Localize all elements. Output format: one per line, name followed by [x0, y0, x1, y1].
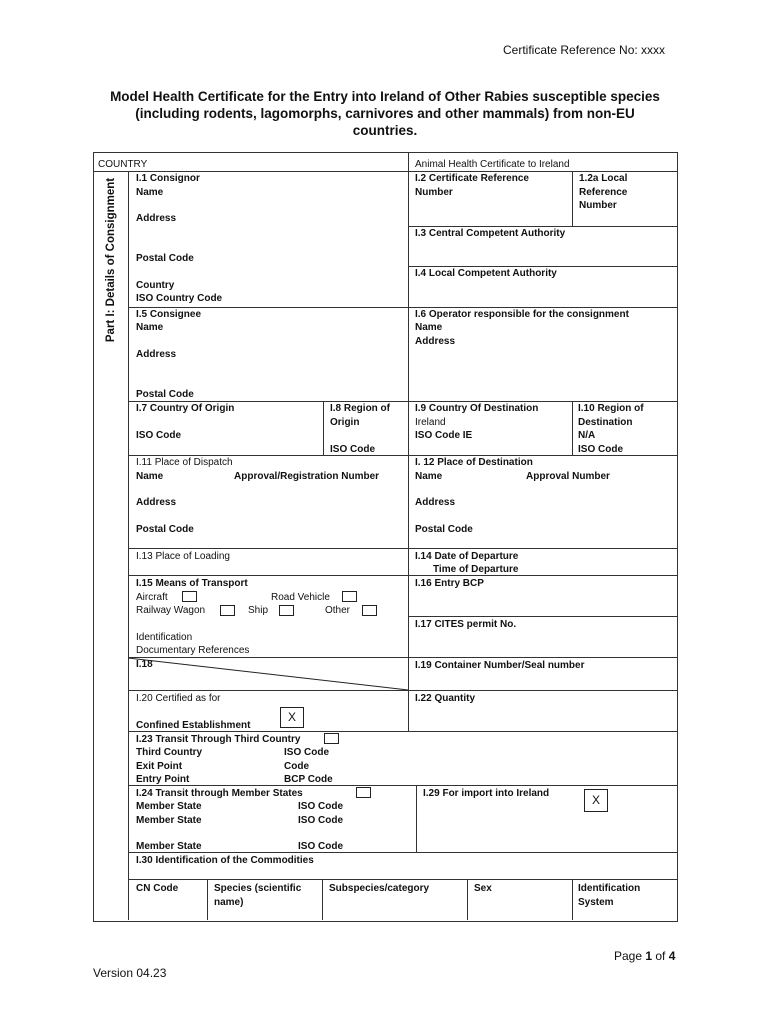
- divider: [207, 879, 208, 920]
- divider: [572, 879, 573, 920]
- i15-road-checkbox[interactable]: [342, 591, 357, 602]
- i5-name-field[interactable]: Name: [136, 322, 164, 333]
- i10-destination-line: Destination: [578, 417, 633, 428]
- i7-origin-label: I.7 Country Of Origin: [136, 403, 235, 414]
- i24-transit-checkbox[interactable]: [356, 787, 371, 798]
- i15-road-label: Road Vehicle: [271, 592, 330, 603]
- i15-docs-field[interactable]: Documentary References: [136, 645, 250, 656]
- divider: [572, 401, 573, 455]
- i8-region-label: I.8 Region of: [330, 403, 390, 414]
- i1-postal-field[interactable]: Postal Code: [136, 253, 194, 264]
- i15-ship-checkbox[interactable]: [279, 605, 294, 616]
- i3-label: I.3 Central Competent Authority: [415, 228, 566, 239]
- i24-member-state-1[interactable]: Member State: [136, 801, 202, 812]
- page-of: of: [652, 949, 669, 963]
- i15-aircraft-checkbox[interactable]: [182, 591, 197, 602]
- i23-iso-field[interactable]: ISO Code: [284, 747, 330, 758]
- i2a-line2: Reference: [579, 187, 628, 198]
- page-current: 1: [645, 949, 653, 963]
- title-line-1: Model Health Certificate for the Entry into Ireland of Other Rabies susceptible species: [110, 89, 660, 104]
- version-label: Version 04.23: [93, 966, 167, 980]
- i24-iso-2[interactable]: ISO Code: [298, 815, 344, 826]
- i29-import-label: I.29 For import into Ireland: [423, 788, 550, 799]
- i20-confined-label: Confined Establishment: [136, 720, 251, 731]
- i15-other-label: Other: [325, 605, 351, 616]
- i1-consignor-label: I.1 Consignor: [136, 173, 200, 184]
- col-cn-code: CN Code: [136, 883, 179, 894]
- i14-departure-label: I.14 Date of Departure: [415, 551, 519, 562]
- i11-dispatch-label: I.11 Place of Dispatch: [136, 457, 233, 468]
- divider: [416, 785, 417, 852]
- col-sex: Sex: [474, 883, 492, 894]
- i10-region-value: N/A: [578, 430, 596, 441]
- i2a-number-field[interactable]: Number: [579, 200, 617, 211]
- i9-country-value: Ireland: [415, 417, 446, 428]
- i2-number-field[interactable]: Number: [415, 187, 453, 198]
- i19-container-label: I.19 Container Number/Seal number: [415, 660, 585, 671]
- page-prefix: Page: [614, 949, 646, 963]
- divider: [128, 852, 677, 853]
- i15-rail-checkbox[interactable]: [220, 605, 235, 616]
- i1-iso-field[interactable]: ISO Country Code: [136, 293, 223, 304]
- page-number: [614, 949, 675, 963]
- i11-postal-field[interactable]: Postal Code: [136, 524, 194, 535]
- col-identification-line1: Identification: [578, 883, 641, 894]
- i12-name-field[interactable]: Name: [415, 471, 443, 482]
- i15-other-checkbox[interactable]: [362, 605, 377, 616]
- i5-consignee-label: I.5 Consignee: [136, 309, 202, 320]
- i1-name-field[interactable]: Name: [136, 187, 164, 198]
- i11-name-field[interactable]: Name: [136, 471, 164, 482]
- i23-bcp-field[interactable]: BCP Code: [284, 774, 333, 785]
- divider: [408, 152, 409, 731]
- i30-commodities-label: I.30 Identification of the Commodities: [136, 855, 314, 866]
- title-line-2: (including rodents, lagomorphs, carnivores and other mammals) from non-EU: [135, 106, 635, 121]
- i6-operator-label: I.6 Operator responsible for the consignment: [415, 309, 629, 320]
- i1-address-field[interactable]: Address: [136, 213, 177, 224]
- i11-address-field[interactable]: Address: [136, 497, 177, 508]
- country-label: COUNTRY: [98, 159, 148, 170]
- i10-iso-field[interactable]: ISO Code: [578, 444, 624, 455]
- i23-third-country-field[interactable]: Third Country: [136, 747, 203, 758]
- divider: [128, 575, 677, 576]
- certificate-type: Animal Health Certificate to Ireland: [415, 159, 570, 170]
- i14-time-field[interactable]: Time of Departure: [433, 564, 519, 575]
- page-title: [80, 88, 690, 139]
- i15-rail-label: Railway Wagon: [136, 605, 206, 616]
- i12-approval-field[interactable]: Approval Number: [526, 471, 610, 482]
- i18-strike-line: [128, 657, 409, 691]
- i9-destination-label: I.9 Country Of Destination: [415, 403, 539, 414]
- i1-country-field[interactable]: Country: [136, 280, 175, 291]
- col-species-line1: Species (scientific: [214, 883, 302, 894]
- i9-iso-value: ISO Code IE: [415, 430, 473, 441]
- page-total: 4: [668, 949, 676, 963]
- i23-exit-field[interactable]: Exit Point: [136, 761, 183, 772]
- i2a-label: 1.2a Local: [579, 173, 628, 184]
- i23-code-field[interactable]: Code: [284, 761, 309, 772]
- i5-postal-field[interactable]: Postal Code: [136, 389, 194, 400]
- i5-address-field[interactable]: Address: [136, 349, 177, 360]
- i12-address-field[interactable]: Address: [415, 497, 456, 508]
- part-i-side-label: Part I: Details of Consignment: [105, 177, 117, 343]
- i6-address-field[interactable]: Address: [415, 336, 456, 347]
- i7-iso-field[interactable]: ISO Code: [136, 430, 182, 441]
- i10-region-label: I.10 Region of: [578, 403, 644, 414]
- divider: [128, 785, 677, 786]
- i18-label: I.18: [136, 659, 153, 670]
- i11-approval-field[interactable]: Approval/Registration Number: [234, 471, 380, 482]
- i23-transit-label: I.23 Transit Through Third Country: [136, 734, 301, 745]
- i8-origin-line: Origin: [330, 417, 360, 428]
- i24-iso-1[interactable]: ISO Code: [298, 801, 344, 812]
- i12-postal-field[interactable]: Postal Code: [415, 524, 473, 535]
- i2-label: I.2 Certificate Reference: [415, 173, 529, 184]
- divider: [467, 879, 468, 920]
- i20-certified-label: I.20 Certified as for: [136, 693, 221, 704]
- i24-iso-3[interactable]: ISO Code: [298, 841, 344, 852]
- divider: [323, 401, 324, 455]
- divider: [128, 171, 129, 920]
- divider: [128, 879, 677, 880]
- i23-transit-checkbox[interactable]: [324, 733, 339, 744]
- i22-quantity-label: I.22 Quantity: [415, 693, 476, 704]
- i17-cites-label: I.17 CITES permit No.: [415, 619, 517, 630]
- col-species-line2: name): [214, 897, 244, 908]
- i4-label: I.4 Local Competent Authority: [415, 268, 557, 279]
- i24-transit-label: I.24 Transit through Member States: [136, 788, 303, 799]
- i6-name-field[interactable]: Name: [415, 322, 443, 333]
- i15-identification-field[interactable]: Identification: [136, 632, 193, 643]
- i23-entry-field[interactable]: Entry Point: [136, 774, 190, 785]
- i24-member-state-3[interactable]: Member State: [136, 841, 202, 852]
- certificate-reference: Certificate Reference No: xxxx: [503, 43, 666, 57]
- divider: [408, 616, 677, 617]
- divider: [128, 548, 677, 549]
- i24-member-state-2[interactable]: Member State: [136, 815, 202, 826]
- i12-destination-label: I. 12 Place of Destination: [415, 457, 533, 468]
- col-subspecies: Subspecies/category: [329, 883, 430, 894]
- title-line-3: countries.: [352, 123, 418, 138]
- i8-iso-field[interactable]: ISO Code: [330, 444, 376, 455]
- i15-aircraft-label: Aircraft: [136, 592, 168, 603]
- i13-loading-label: I.13 Place of Loading: [136, 551, 230, 562]
- i20-confined-checkbox[interactable]: X: [280, 707, 304, 728]
- i15-ship-label: Ship: [248, 605, 269, 616]
- divider: [572, 171, 573, 226]
- i29-import-checkbox[interactable]: X: [584, 789, 608, 812]
- i15-transport-label: I.15 Means of Transport: [136, 578, 248, 589]
- col-identification-line2: System: [578, 897, 614, 908]
- divider: [322, 879, 323, 920]
- i16-bcp-label: I.16 Entry BCP: [415, 578, 484, 589]
